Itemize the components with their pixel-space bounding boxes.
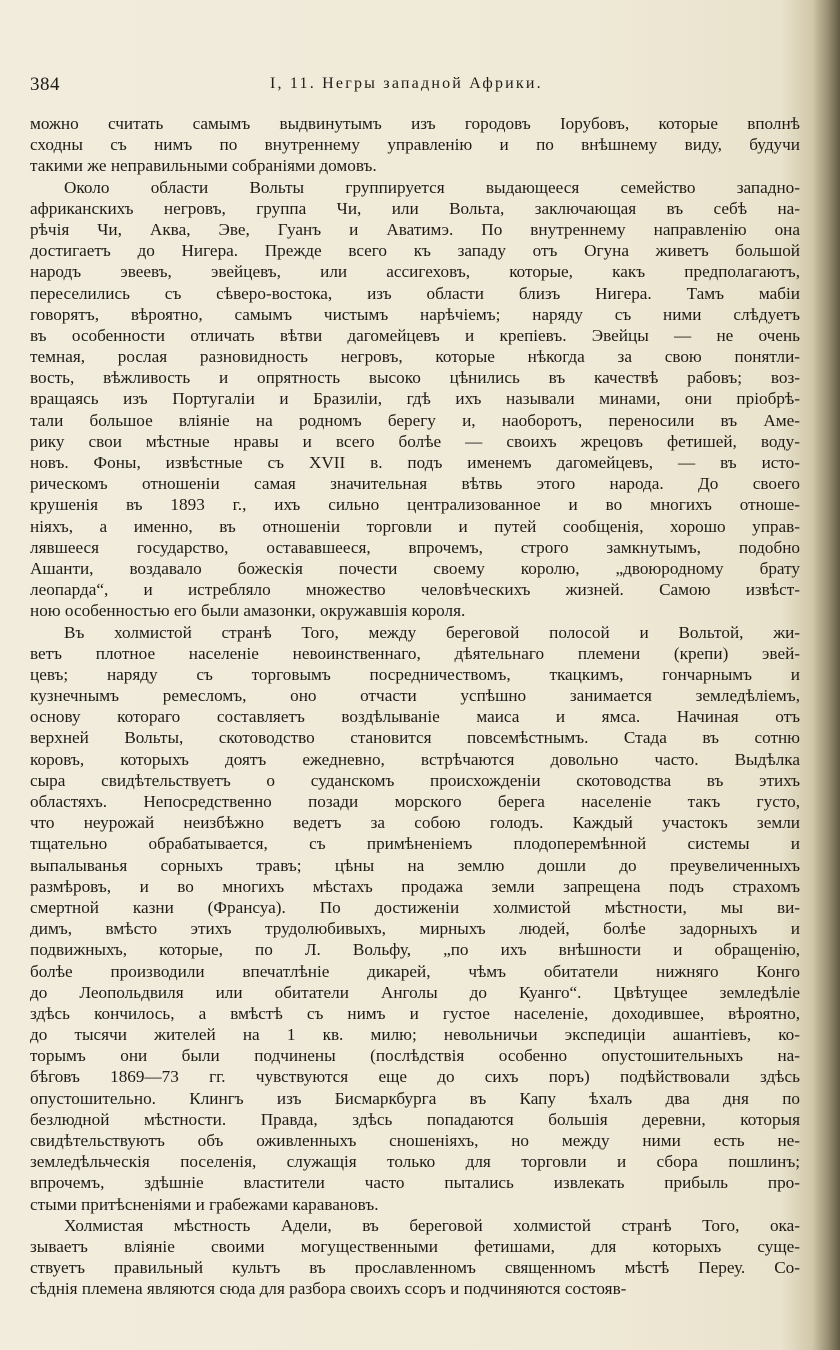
text-line: торымъ они были подчинены (послѣдствія особенно опустошительныхъ на- xyxy=(30,1046,800,1066)
text-line: земледѣльческія поселенія, служащія только для торговли и сбора пошлинъ; xyxy=(30,1152,800,1172)
page-header xyxy=(30,74,810,98)
text-line: въ особенности отличать вѣтви дагомейцевъ и крепіевъ. Эвейцы — не очень xyxy=(30,325,800,345)
text-line: подвижныхъ, которые, по Л. Вольфу, „по ихъ внѣшности и обращенію, xyxy=(30,940,800,960)
text-line: здѣсь кончилось, а вмѣстѣ съ нимъ и густое населеніе, доходившее, вѣроятно, xyxy=(30,1003,800,1023)
text-line: впрочемъ, здѣшніе властители часто пытались извлекать прибыль про- xyxy=(30,1173,800,1193)
text-line: рическомъ отношеніи самая значительная вѣтвь этого народа. До своего xyxy=(30,474,800,494)
text-line: достигаетъ до Нигера. Прежде всего къ западу отъ Огуна живетъ большой xyxy=(30,241,800,261)
text-line: свидѣтельствуютъ объ оживленныхъ сношеніяхъ, но между ними есть не- xyxy=(30,1131,800,1150)
text-line: безлюдной мѣстности. Правда, здѣсь попадаются большія деревни, которыя xyxy=(30,1109,800,1129)
text-line: Холмистая мѣстность Адели, въ береговой холмистой странѣ Того, ока- xyxy=(64,1215,800,1235)
text-line: смертной казни (Франсуа). По достиженіи холмистой мѣстности, мы ви- xyxy=(30,897,800,917)
text-line: опустошительно. Клингъ изъ Бисмаркбурга въ Капу ѣхалъ два дня по xyxy=(30,1088,800,1108)
text-line: зываетъ вліяніе своими могущественными фетишами, для которыхъ суще- xyxy=(30,1236,800,1256)
text-line: можно считать самымъ выдвинутымъ изъ городовъ Іорубовъ, которые вполнѣ xyxy=(30,114,800,133)
text-line: новъ. Фоны, извѣстные съ XVII в. подъ именемъ дагомейцевъ, — въ исто- xyxy=(30,453,800,472)
text-line: вращаясь изъ Португаліи и Бразиліи, гдѣ ихъ называли минами, они пріобрѣ- xyxy=(30,389,800,409)
text-line: ветъ плотное населеніе невоинственнаго, дѣятельнаго племени (крепи) эвей- xyxy=(30,643,800,663)
text-line: переселились съ сѣверо-востока, изъ области близъ Нигера. Тамъ мабіи xyxy=(30,283,800,303)
text-line: ною особенностью его были амазонки, окружавшія короля. xyxy=(30,601,466,621)
book-spine-shadow xyxy=(812,0,840,1350)
text-line: леопарда“, и истребляло множество человѣческихъ жизней. Самою извѣст- xyxy=(30,580,800,600)
text-line: ніяхъ, а именно, въ отношеніи торговли и путей сообщенія, хорошо управ- xyxy=(30,516,800,536)
text-line: коровъ, которыхъ доятъ ежедневно, встрѣчаются довольно часто. Выдѣлка xyxy=(30,749,800,769)
text-line: тали большое вліяніе на родномъ берегу и, наоборотъ, переносили въ Аме- xyxy=(30,410,800,430)
paragraph xyxy=(30,1215,800,1300)
text-line: вость, вѣжливость и опрятность высоко цѣнились въ качествѣ рабовъ; воз- xyxy=(30,368,800,388)
text-line: болѣе производили впечатлѣніе дикарей, чѣмъ обитатели нижняго Конго xyxy=(30,961,800,981)
text-line: рику свои мѣстные нравы и всего болѣе — своихъ жрецовъ фетишей, воду- xyxy=(30,431,800,451)
text-line: бѣговъ 1869—73 гг. чувствуются еще до сихъ поръ) подѣйствовали здѣсь xyxy=(30,1067,800,1087)
running-head: I, 11. Негры западной Африки. xyxy=(270,75,543,92)
text-line: Въ холмистой странѣ Того, между береговой полосой и Вольтой, жи- xyxy=(64,622,800,642)
text-line: размѣровъ, и во многихъ мѣстахъ продажа земли запрещена подъ страхомъ xyxy=(30,876,800,896)
text-line: выпалыванья сорныхъ травъ; цѣны на землю дошли до преувеличенныхъ xyxy=(30,855,800,875)
paragraph xyxy=(30,622,800,1215)
text-line: африканскихъ негровъ, группа Чи, или Вольта, заключающая въ себѣ на- xyxy=(30,198,800,218)
paragraph xyxy=(30,177,800,622)
text-line: стыми притѣсненіями и грабежами каравановъ. xyxy=(30,1194,379,1214)
body-text xyxy=(30,113,800,1300)
text-line: кузнечнымъ ремесломъ, оно отчасти успѣшно занимается земледѣліемъ, xyxy=(30,686,800,706)
text-line: основу котораго составляетъ воздѣлываніе маиса и ямса. Начиная отъ xyxy=(30,707,800,727)
text-line: что неурожай неизбѣжно ведетъ за собою голодъ. Каждый участокъ земли xyxy=(30,813,800,833)
text-line: Ашанти, воздавало божескія почести своему королю, „двоюродному брату xyxy=(30,558,800,578)
text-line: Около области Вольты группируется выдающееся семейство западно- xyxy=(64,177,800,197)
text-line: тщательно обрабатывается, съ примѣненіемъ плодоперемѣнной системы и xyxy=(30,834,800,854)
text-line: димъ, вмѣсто этихъ трудолюбивыхъ, мирныхъ людей, болѣе задорныхъ и xyxy=(30,919,800,939)
text-line: сыра свидѣтельствуетъ о суданскомъ происхожденіи скотоводства въ этихъ xyxy=(30,770,800,790)
text-line: цевъ; наряду съ торговымъ посредничествомъ, ткацкимъ, гончарнымъ и xyxy=(30,664,800,684)
text-line: сходны съ нимъ по внутреннему управленію и по внѣшнему виду, будучи xyxy=(30,135,800,155)
text-line: областяхъ. Непосредственно позади морского берега населеніе такъ густо, xyxy=(30,792,800,811)
paragraph xyxy=(30,113,800,177)
text-line: крушенія въ 1893 г., ихъ сильно централизованное и во многихъ отноше- xyxy=(30,495,800,515)
page-number: 384 xyxy=(30,74,60,95)
text-line: лявшееся государство, остававшееся, впрочемъ, строго замкнутымъ, подобно xyxy=(30,537,800,557)
text-line: ствуетъ правильный культъ въ прославленномъ священномъ мѣстѣ Переу. Со- xyxy=(30,1258,800,1278)
text-line: народъ эвеевъ, эвейцевъ, или ассигеховъ, которые, какъ предполагаютъ, xyxy=(30,262,800,282)
text-line: сѣднія племена являются сюда для разбора своихъ ссоръ и подчиняются состояв- xyxy=(30,1279,627,1299)
text-line: говорятъ, вѣроятно, самымъ чистымъ нарѣчіемъ; наряду съ ними слѣдуетъ xyxy=(30,304,800,324)
text-line: рѣчія Чи, Аква, Эве, Гуанъ и Аватимэ. По внутреннему направленію она xyxy=(30,219,800,239)
text-line: до Леопольдвиля или обитатели Анголы до Куанго“. Цвѣтущее земледѣліе xyxy=(30,982,800,1002)
text-line: темная, рослая разновидность негровъ, которые нѣкогда за свою понятли- xyxy=(30,347,800,367)
text-line: до тысячи жителей на 1 кв. милю; невольничьи экспедиціи ашантіевъ, ко- xyxy=(30,1025,800,1045)
text-line: верхней Вольты, скотоводство становится повсемѣстнымъ. Стада въ сотню xyxy=(30,728,800,748)
text-line: такими же неправильными собраніями домовъ. xyxy=(30,156,377,176)
